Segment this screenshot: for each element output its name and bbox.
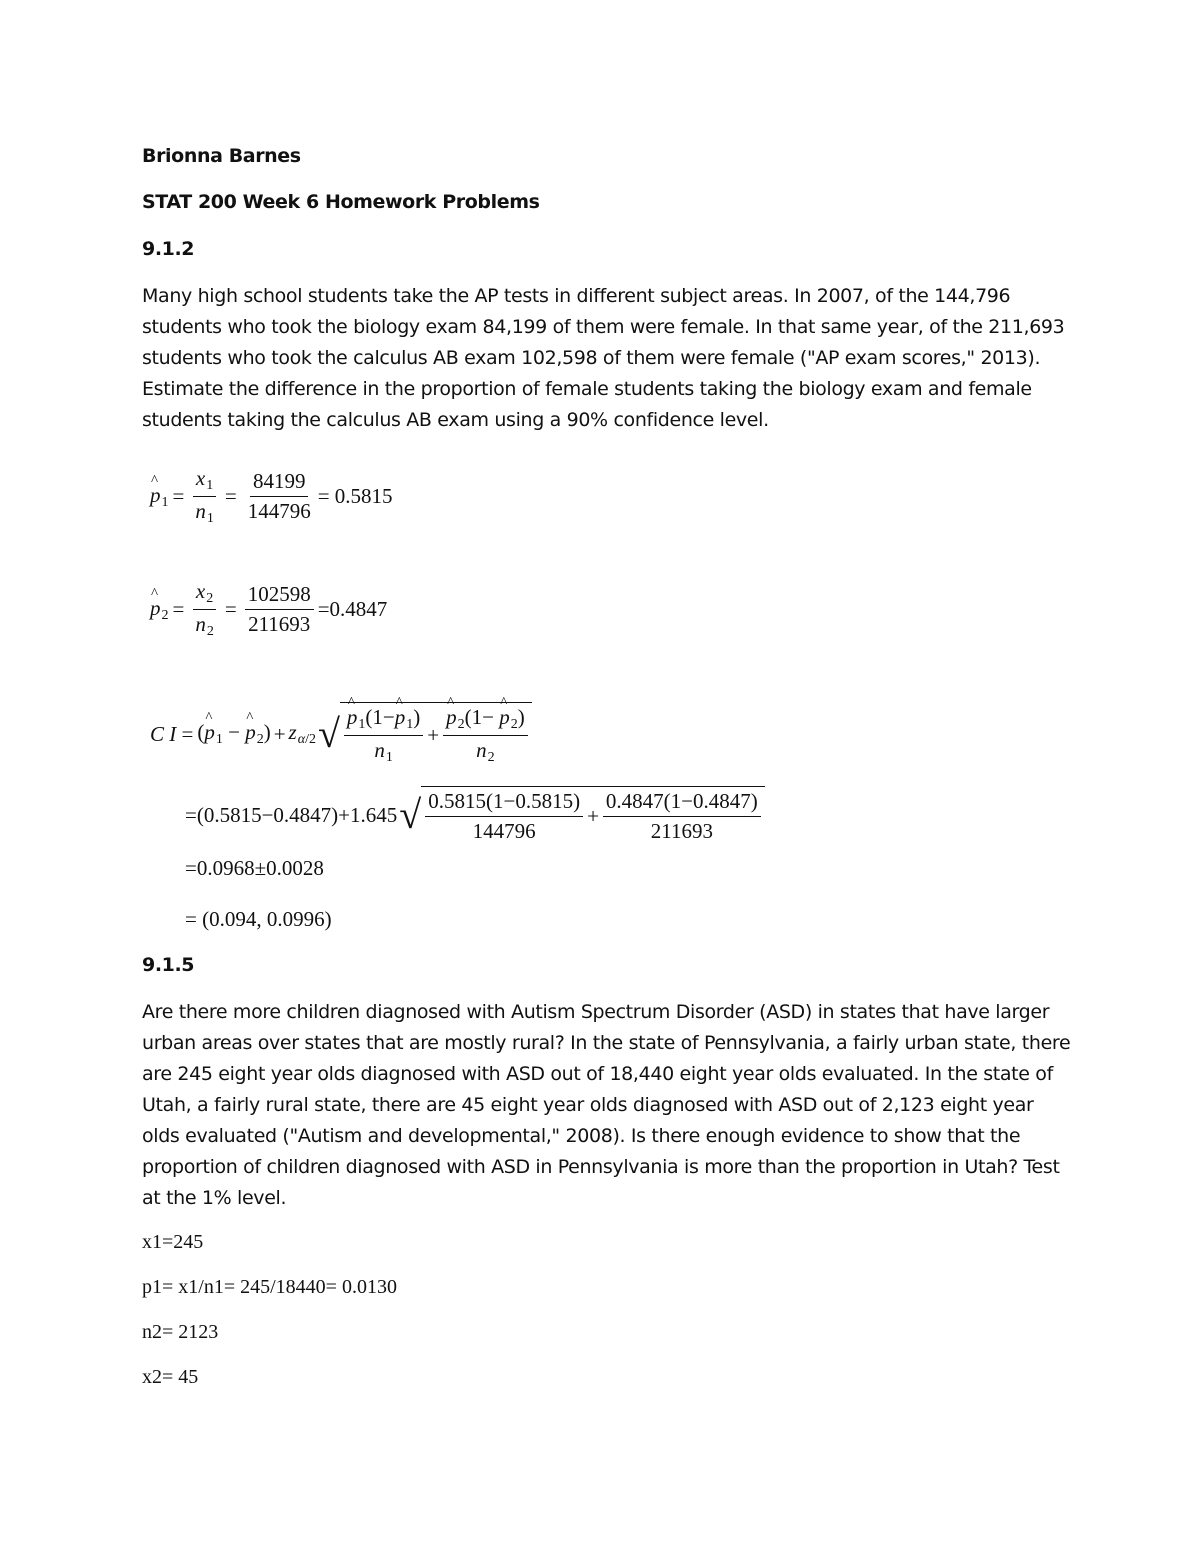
- problem-text-1: Many high school students take the AP tests in different subject areas. In 2007, of the 144,796 students who took the biology exam 84,199 of them were female. In that same year, of the 211,693 students who took the calculus AB exam 102,598 of them were female ("AP exam scores," 2013). Estimate the difference in the proportion of female students taking the biology exam and female students taking the calculus AB exam using a 90% confidence level.: [142, 285, 1065, 431]
- equation-ci-formula: C I = (^ $p_1$ − ^ $p_2$) + $z_{\alpha/2}$ √ ^ $\frac{p_1(1-\^{} p_1)}{n_1}$ + ^ $\frac{p_2(1- \^{} p_2)}{n_2}$: [150, 702, 532, 766]
- p1-result: = 0.5815: [317, 484, 393, 508]
- problem-text-2: Are there more children diagnosed with Autism Spectrum Disorder (ASD) in states that have larger urban areas over states that are mostly rural? In the state of Pennsylvania, a fairly urban state, there are 245 eight year olds diagnosed with ASD out of 18,440 eight year olds evaluated. In the state of Utah, a fairly rural state, there are 45 eight year olds diagnosed with ASD out of 2,123 eight year olds evaluated ("Autism and developmental," 2008). Is there enough evidence to show that the proportion of children diagnosed with ASD in Pennsylvania is more than the proportion in Utah? Test at the 1% level.: [142, 1001, 1071, 1209]
- p1-numerator: 84199: [250, 469, 309, 497]
- ci-denominator-1: 144796: [472, 819, 536, 843]
- p1-denominator: 144796: [247, 499, 311, 523]
- equation-ci-margin: =0.0968±0.0028: [185, 856, 324, 880]
- ci-lhs: (0.5815−0.4847)+1.645: [196, 802, 398, 827]
- work-line-4: x2= 45: [142, 1366, 199, 1388]
- p2-numerator: 102598: [245, 582, 314, 610]
- problem-number-1: 9.1.2: [142, 238, 195, 260]
- p2-denominator: 211693: [248, 612, 311, 636]
- equation-ci-substituted: = (0.5815−0.4847)+1.645 √ $\frac{0.5815(1-0.5815)}{144796}$ + $\frac{0.4847(1-0.4847)}{211693}$: [185, 786, 765, 844]
- p2-result: =0.4847: [317, 597, 388, 621]
- equation-p2-hat: ^ $p_2$ = $\frac{x_2}{n_2}$ = $\frac{102598}{211693}$ =0.4847: [150, 579, 387, 640]
- work-line-3: n2= 2123: [142, 1321, 219, 1343]
- problem-number-2: 9.1.5: [142, 954, 195, 976]
- ci-numerator-2: 0.4847(1−0.4847): [603, 789, 761, 817]
- author-name: Brionna Barnes: [142, 145, 301, 167]
- ci-numerator-1: 0.5815(1−0.5815): [425, 789, 583, 817]
- work-line-1: x1=245: [142, 1231, 204, 1253]
- document-title: STAT 200 Week 6 Homework Problems: [142, 191, 540, 213]
- ci-denominator-2: 211693: [650, 819, 713, 843]
- equation-ci-interval: = (0.094, 0.0996): [185, 907, 332, 931]
- work-line-2: p1= x1/n1= 245/18440= 0.0130: [142, 1276, 397, 1298]
- equation-p1-hat: ^ $p_1$ = $\frac{x_1}{n_1}$ = $\frac{84199}{144796}$ = 0.5815: [150, 466, 393, 527]
